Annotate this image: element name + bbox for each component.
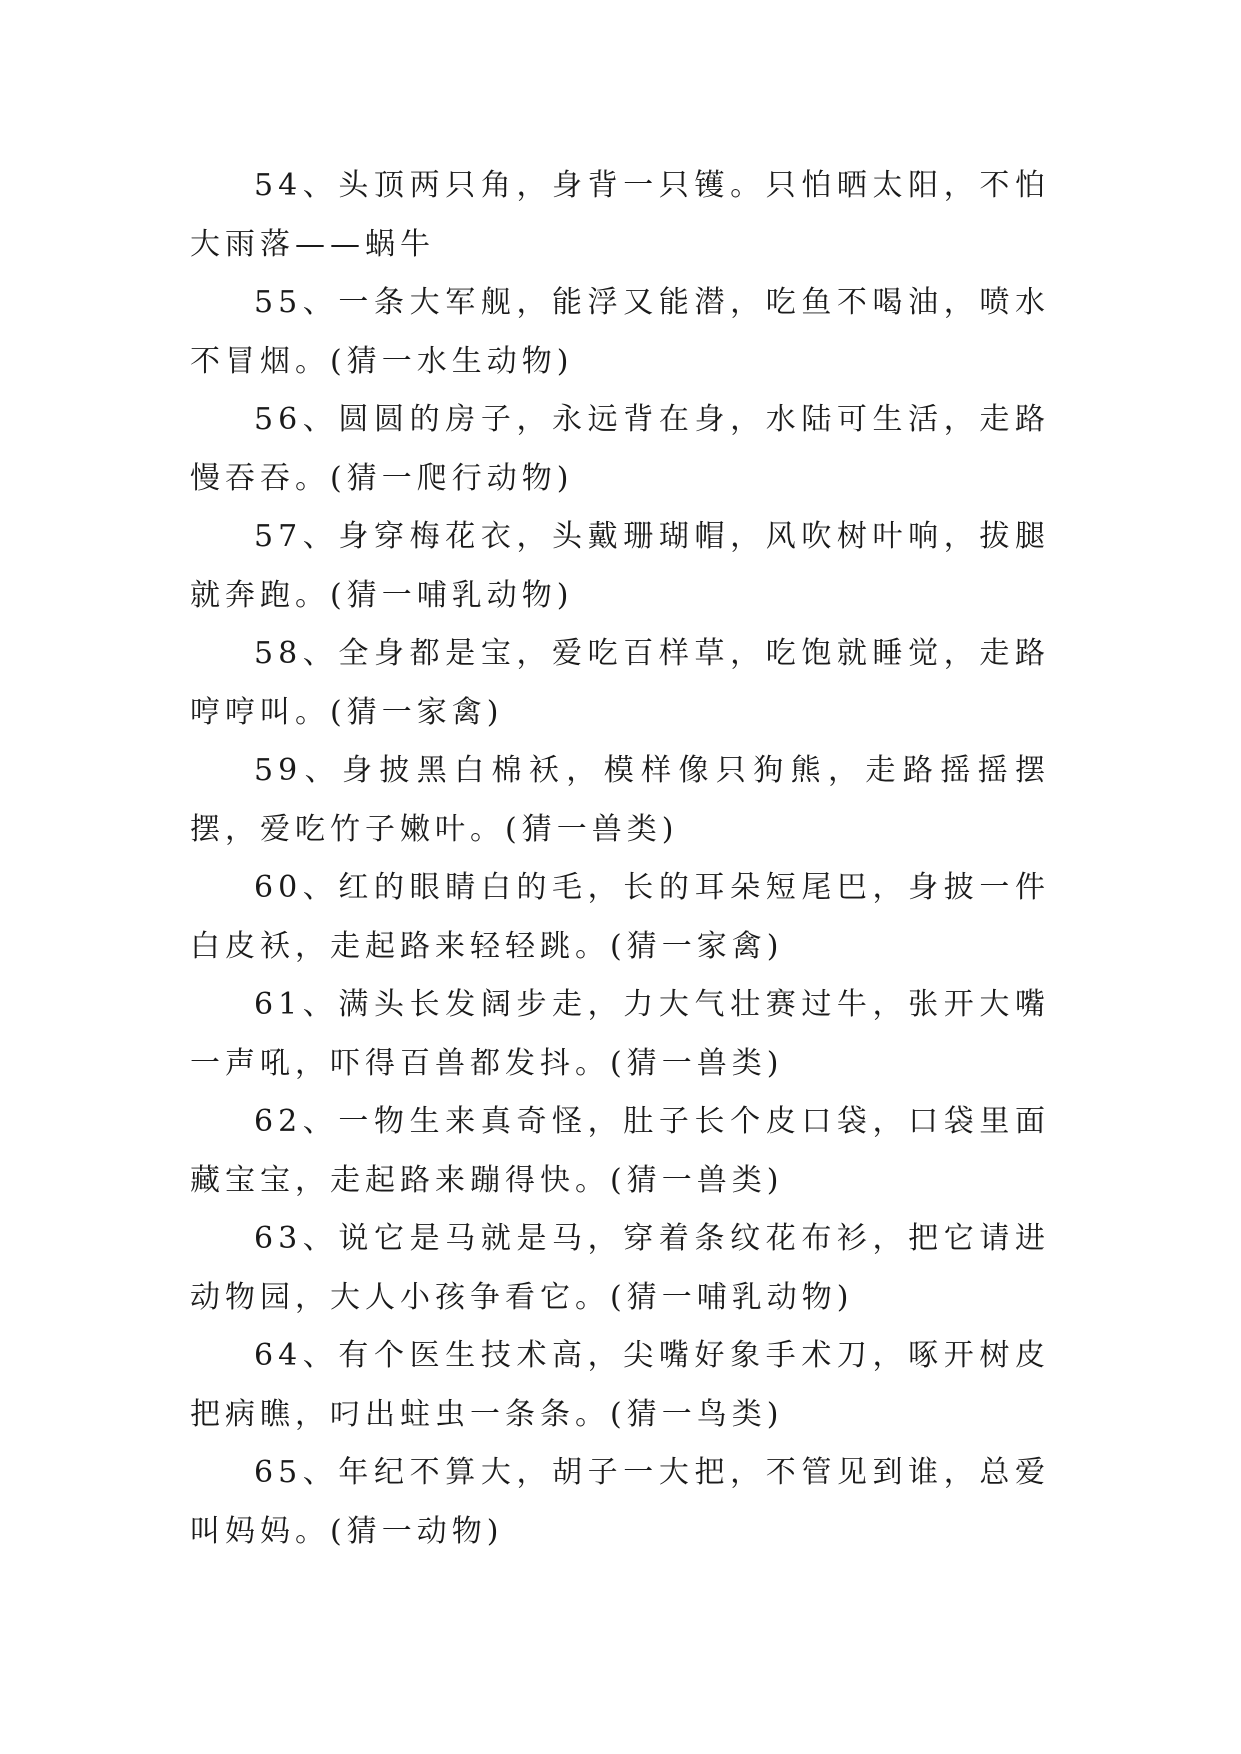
riddle-65-paragraph: 65、年纪不算大，胡子一大把，不管见到谁，总爱叫妈妈。(猜一动物) — [190, 1455, 1050, 1549]
riddle-64-paragraph: 64、有个医生技术高，尖嘴好象手术刀，啄开树皮把病瞧，叼出蛀虫一条条。(猜一鸟类) — [190, 1338, 1050, 1432]
document-body — [190, 157, 1050, 1561]
riddle-58-paragraph: 58、全身都是宝，爱吃百样草，吃饱就睡觉，走路哼哼叫。(猜一家禽) — [190, 636, 1050, 730]
riddle-59-paragraph: 59、身披黑白棉袄，模样像只狗熊，走路摇摇摆摆，爱吃竹子嫩叶。(猜一兽类) — [190, 753, 1050, 847]
riddle-57-paragraph: 57、身穿梅花衣，头戴珊瑚帽，风吹树叶响，拔腿就奔跑。(猜一哺乳动物) — [190, 519, 1050, 613]
riddle-55-paragraph: 55、一条大军舰，能浮又能潜，吃鱼不喝油，喷水不冒烟。(猜一水生动物) — [190, 285, 1050, 379]
riddle-54-paragraph: 54、头顶两只角，身背一只镬。只怕晒太阳，不怕大雨落——蜗牛 — [190, 168, 1050, 262]
riddle-56-paragraph: 56、圆圆的房子，永远背在身，水陆可生活，走路慢吞吞。(猜一爬行动物) — [190, 402, 1050, 496]
riddle-63-paragraph: 63、说它是马就是马，穿着条纹花布衫，把它请进动物园，大人小孩争看它。(猜一哺乳动物) — [190, 1221, 1050, 1315]
riddle-60-paragraph: 60、红的眼睛白的毛，长的耳朵短尾巴，身披一件白皮袄，走起路来轻轻跳。(猜一家禽) — [190, 870, 1050, 964]
riddle-62-paragraph: 62、一物生来真奇怪，肚子长个皮口袋，口袋里面藏宝宝，走起路来蹦得快。(猜一兽类) — [190, 1104, 1050, 1198]
riddle-61-paragraph: 61、满头长发阔步走，力大气壮赛过牛，张开大嘴一声吼，吓得百兽都发抖。(猜一兽类) — [190, 987, 1050, 1081]
